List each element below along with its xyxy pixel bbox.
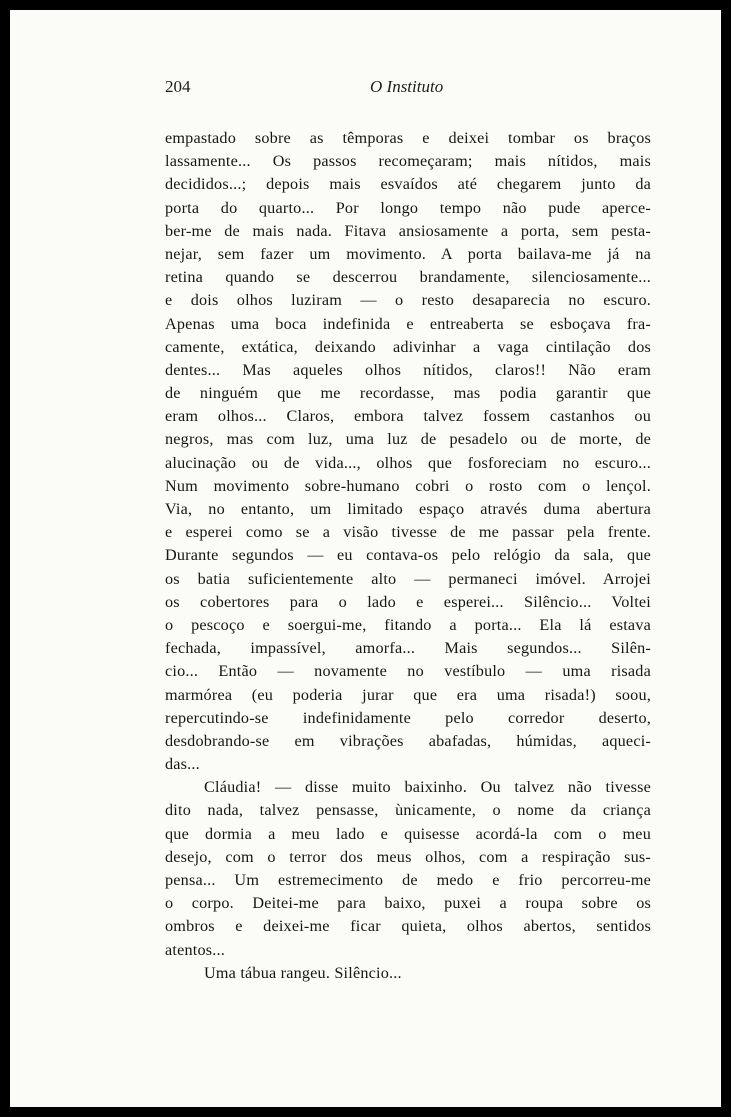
text-line: camente, extática, deixando adivinhar a vaga cintilação dos xyxy=(165,337,651,356)
text-line: Via, no entanto, um limitado espaço através duma abertura xyxy=(165,500,651,518)
running-title: O Instituto xyxy=(370,77,444,96)
text-line: ombros e deixei-me ficar quieta, olhos abertos, sentidos xyxy=(165,917,651,936)
text-line: Apenas uma boca indefinida e entreaberta se esboçava fra- xyxy=(165,314,651,333)
text-line: atentos... xyxy=(165,940,225,959)
text-line: Num movimento sobre-humano cobri o rosto com o lençol. xyxy=(165,476,651,495)
text-line: e dois olhos luziram — o resto desaparecia no escuro. xyxy=(165,291,651,310)
text-line: dito nada, talvez pensasse, ùnicamente, o nome da criança xyxy=(165,801,651,820)
text-line: o pescoço e soergui-me, fitando a porta... Ela lá estava xyxy=(165,615,651,634)
text-line: os cobertores para o lado e esperei... Silêncio... Voltei xyxy=(165,592,651,611)
text-line: nejar, sem fazer um movimento. A porta bailava-me já na xyxy=(165,244,651,263)
text-line: o corpo. Deitei-me para baixo, puxei a roupa sobre os xyxy=(165,894,651,913)
text-line: que dormia a meu lado e quisesse acordá-la com o meu xyxy=(165,824,651,843)
page-header xyxy=(165,77,651,101)
text-line: retina quando se descerrou brandamente, silenciosamente... xyxy=(165,268,651,287)
book-page xyxy=(10,10,721,1107)
text-line: decididos...; depois mais esvaídos até chegarem junto da xyxy=(165,175,651,194)
text-line: pensa... Um estremecimento de medo e frio percorreu-me xyxy=(165,871,651,889)
body-text xyxy=(165,127,651,985)
text-line: lassamente... Os passos recomeçaram; mais nítidos, mais xyxy=(165,152,651,171)
text-line: das... xyxy=(165,755,200,774)
text-line: os batia suficientemente alto — permaneci imóvel. Arrojei xyxy=(165,569,651,588)
text-line: Uma tábua rangeu. Silêncio... xyxy=(204,963,402,982)
text-line: desejo, com o terror dos meus olhos, com a respiração sus- xyxy=(165,847,651,866)
text-line: marmórea (eu poderia jurar que era uma risada!) soou, xyxy=(165,685,651,704)
text-line: Durante segundos — eu contava-os pelo relógio da sala, que xyxy=(165,546,651,565)
text-line: eram olhos... Claros, embora talvez fossem castanhos ou xyxy=(165,407,651,426)
text-line: fechada, impassível, amorfa... Mais segundos... Silên- xyxy=(165,639,651,658)
text-line: cio... Então — novamente no vestíbulo — uma risada xyxy=(165,662,651,681)
text-line: negros, mas com luz, uma luz de pesadelo ou de morte, de xyxy=(165,430,651,449)
text-line: empastado sobre as têmporas e deixei tombar os braços xyxy=(165,129,651,147)
text-line: de ninguém que me recordasse, mas podia garantir que xyxy=(165,384,651,403)
text-line: repercutindo-se indefinidamente pelo corredor deserto, xyxy=(165,708,651,727)
text-line: desdobrando-se em vibrações abafadas, húmidas, aqueci- xyxy=(165,731,651,750)
text-line: dentes... Mas aqueles olhos nítidos, claros!! Não eram xyxy=(165,360,651,379)
text-line: e esperei como se a visão tivesse de me passar pela frente. xyxy=(165,523,651,542)
page-number: 204 xyxy=(165,77,191,96)
text-line: porta do quarto... Por longo tempo não pude aperce- xyxy=(165,198,651,217)
text-line: ber-me de mais nada. Fitava ansiosamente a porta, sem pesta- xyxy=(165,221,651,240)
text-line: Cláudia! — disse muito baixinho. Ou talvez não tivesse xyxy=(204,778,651,797)
text-line: alucinação ou de vida..., olhos que fosforeciam no escuro... xyxy=(165,453,651,472)
